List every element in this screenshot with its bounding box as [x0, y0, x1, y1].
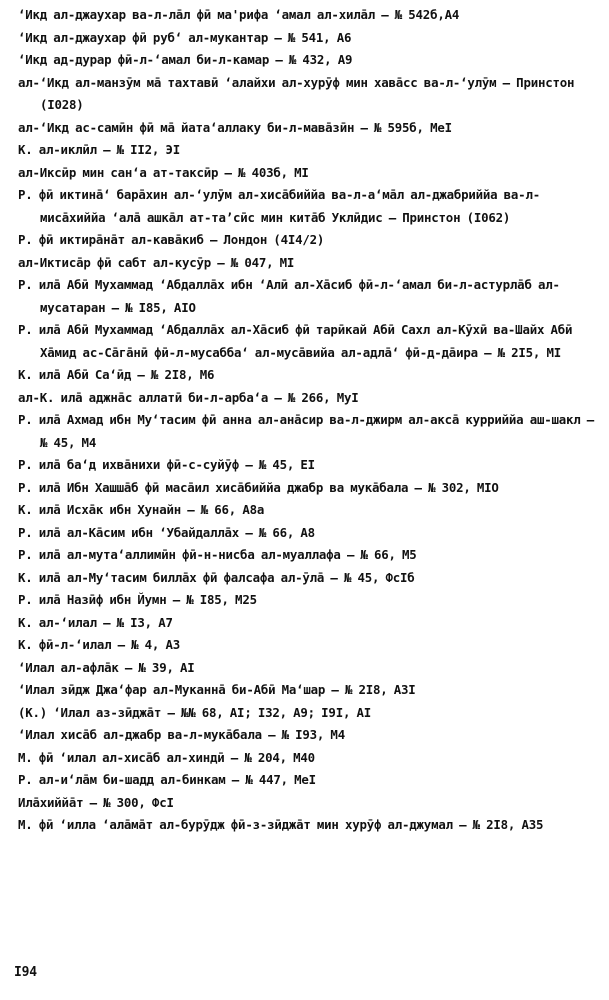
index-entry: ʻИлал ал-афлāк – № 39, AI — [18, 659, 195, 675]
index-entry: ʻИлал хисāб ал-джабр ва-л-мукāбала – № I93, M4 — [18, 727, 345, 742]
index-entry: ʻИлал зӣдж Джаʻфар ал-Муканнā би-Абӣ Маʻшар – № 2I8, A3I — [18, 682, 416, 697]
index-entry: К. ал-ʻилал – № I3, A7 — [18, 614, 173, 630]
page-number: I94 — [14, 965, 37, 980]
index-entry: Р. фӣ иктинāʻ барāхин ал-ʻулӯм ал-хисāбиййа ва-л-аʻмāл ал-джабриййа ва-л-мисāхиййа ʻалā ашкāл ат-таʼсӣс мин китāб Уклӣдис – Принстон (I062) — [18, 187, 540, 225]
index-entry: М. фӣ ʻилал ал-хисāб ал-хиндӣ – № 204, M40 — [18, 749, 315, 765]
index-entry: Илāхиййāт – № 300, ФсI — [18, 794, 174, 810]
index-entry: Р. илā Ахмад ибн Муʻтасим фӣ анна ал-анāсир ва-л-джирм ал-аксā курриййа аш-шакл – № 45, M4 — [18, 412, 595, 450]
index-entry: Р. фӣ иктирāнāт ал-кавāкиб – Лондон (4I4/2) — [18, 232, 325, 247]
index-entry: Р. илā ал-Кāсим ибн ʻУбайдаллāх – № 66, A8 — [18, 524, 315, 540]
index-entry: ал-ʻИкд ас-самӣн фӣ мā йатаʻаллаку би-л-мавāзӣн – № 595б, MeI — [18, 119, 452, 135]
index-entry: К. ал-иклӣл – № II2, ЭI — [18, 142, 180, 157]
index-entry: ʻИкд ал-джаухар фӣ рубʻ ал-мукантар – № 541, A6 — [18, 29, 352, 45]
index-entry: К. илā Исхāк ибн Хунайн – № 66, A8a — [18, 502, 265, 517]
index-entry: ʻИкд ад-дурар фӣ-л-ʻамал би-л-камар – № 432, A9 — [18, 52, 353, 67]
index-entry: ал-ʻИкд ал-манзӯм мā тахтавӣ ʻалайхи ал-хурӯф мин хавāсс ва-л-ʻулӯм – Принстон (I028) — [18, 74, 575, 112]
index-entry: К. илā ал-Муʻтасим биллāх фӣ фалсафа ал-ӯлā – № 45, ФсIб — [18, 569, 415, 585]
index-entry: ал-Иктисāр фӣ сабт ал-кусӯр – № 047, MI — [18, 254, 295, 270]
index-entry: Р. илā Назӣф ибн Йумн – № I85, M25 — [18, 592, 257, 607]
index-entry: Р. ал-иʻлāм би-шадд ал-бинкам – № 447, MeI — [18, 772, 316, 787]
index-entries — [18, 4, 603, 837]
index-entry: Р. илā ал-мутаʻаллимӣн фӣ-н-нисба ал-муаллафа – № 66, M5 — [18, 547, 417, 562]
index-entry: (К.) ʻИлал аз-зӣджāт – №№ 68, AI; I32, A9; I9I, AI — [18, 704, 371, 720]
index-entry: К. илā Абӣ Саʻӣд – № 2I8, M6 — [18, 367, 215, 382]
index-entry: Р. илā Абӣ Мухаммад ʻАбдаллāх ал-Хāсиб фӣ тарӣкай Абӣ Сахл ал-Кӯхӣ ва-Шайх Абӣ Хāмид ас-Сāгāнӣ фӣ-л-мусаббаʻ ал-мусāвийа ал-адлāʻ фӣ-д-дāира – № 2I5, MI — [18, 322, 573, 360]
index-entry: Р. илā Ибн Хашшāб фӣ масāил хисāбиййа джабр ва мукāбала – № 302, MIO — [18, 479, 499, 495]
index-entry: ʻИкд ал-джаухар ва-л-лāл фӣ ма'рифа ʻамал ал-хилāл – № 542б,A4 — [18, 7, 460, 22]
index-entry: Р. илā Абӣ Мухаммад ʻАбдаллāх ибн ʻАлӣ ал-Хāсиб фӣ-л-ʻамал би-л-астурлāб ал-мусатаран – № I85, AIO — [18, 277, 560, 315]
index-entry: К. фӣ-л-ʻилал – № 4, A3 — [18, 637, 180, 652]
index-entry: М. фӣ ʻилла ʻалāмāт ал-бурӯдж фӣ-з-зӣджāт мин хурӯф ал-джумал – № 2I8, A35 — [18, 817, 544, 832]
index-entry: Р. илā баʻд ихвāнихи фӣ-с-суйӯф – № 45, EI — [18, 457, 315, 472]
index-entry: ал-Иксӣр мин санʻа ат-таксӣр – № 403б, MI — [18, 164, 309, 180]
index-entry: ал-К. илā аджнāс аллатӣ би-л-арбаʻа – № 266, MуI — [18, 389, 359, 405]
